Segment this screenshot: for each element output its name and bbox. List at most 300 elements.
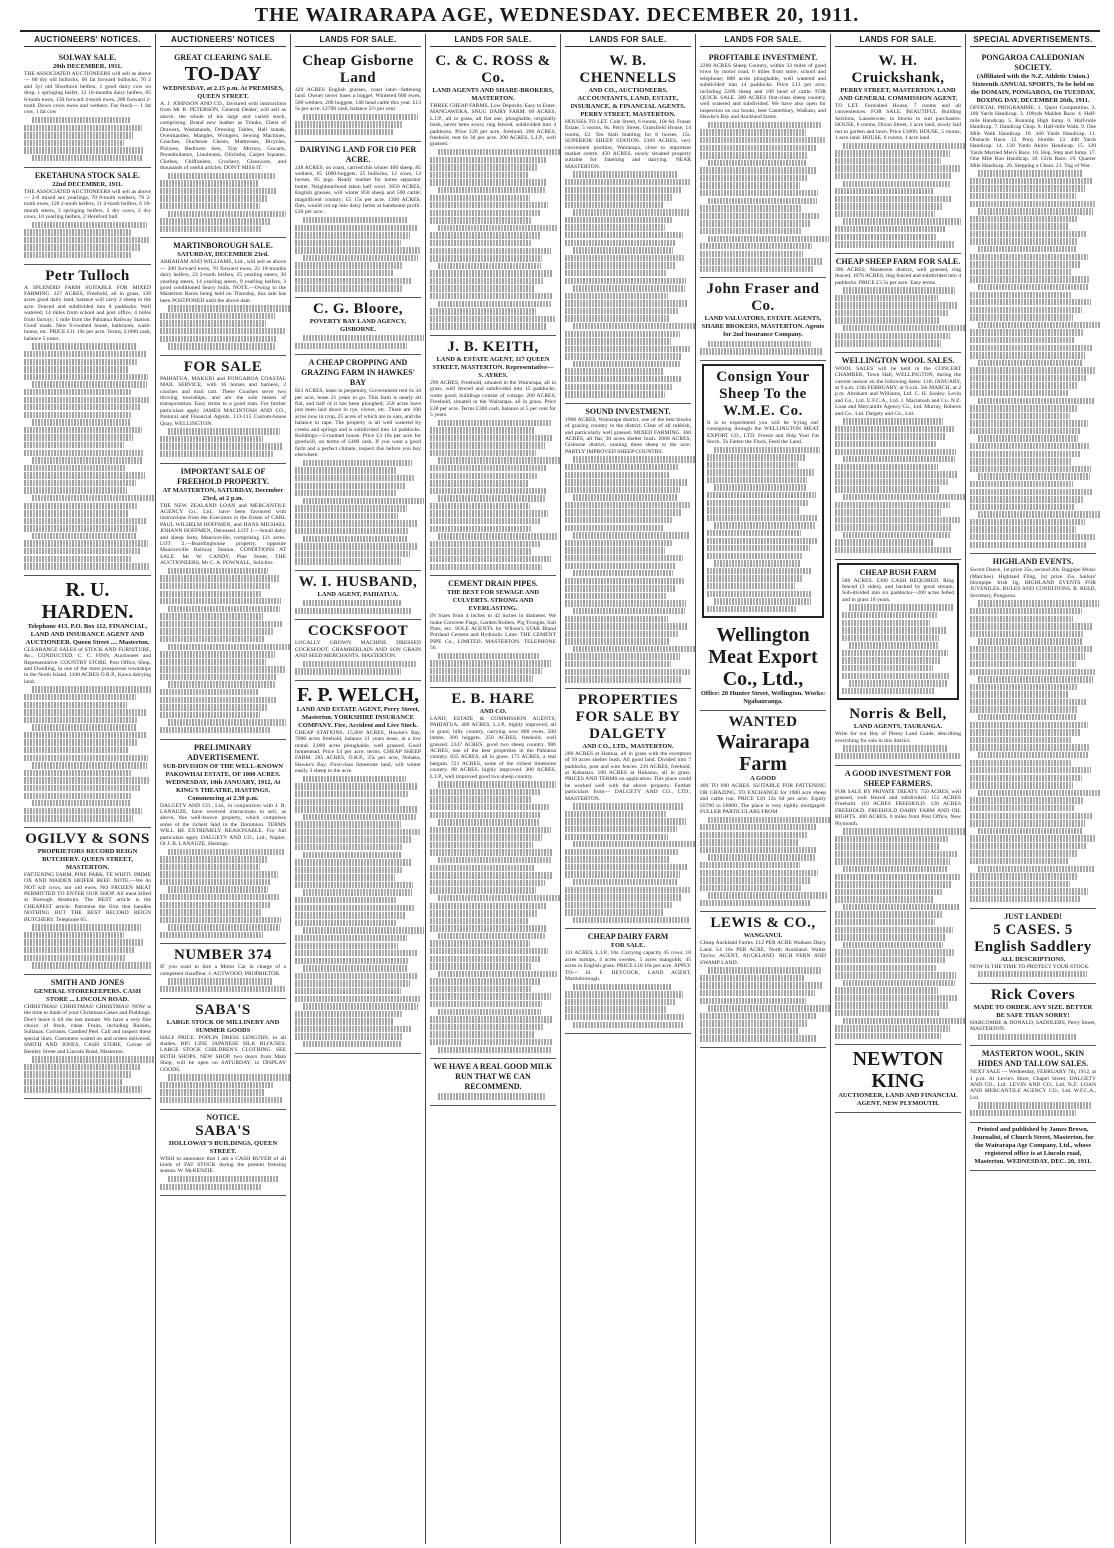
- advertisement: [430, 1059, 556, 1106]
- small-print-line: [24, 359, 138, 365]
- small-print-line: [160, 336, 276, 342]
- small-print-line: [970, 405, 1078, 411]
- small-print-line: [24, 487, 127, 493]
- small-print-line: [970, 1110, 1076, 1116]
- small-print-line: [303, 600, 401, 606]
- small-print-line: [565, 472, 670, 478]
- small-print-line: [835, 433, 946, 439]
- newspaper-column: [290, 34, 425, 1544]
- ad-subheading: LAND AGENT, PAHIATUA.: [317, 590, 399, 598]
- small-print-line: [430, 157, 546, 163]
- ad-subheading: SUB-DIVISION OF THE WELL-KNOWN PAKOWHAI ESTATE, OF 1000 ACRES. WEDNESDAY, 10th JANUARY, 1912, At KING'S THEATRE, HASTINGS, Commencing at 2.30 p.m.: [163, 762, 283, 802]
- small-print-line: [835, 843, 940, 849]
- small-print-line: [700, 266, 813, 272]
- small-print-line: [438, 187, 546, 193]
- small-print-line: [430, 887, 536, 893]
- small-print-line: [160, 651, 275, 657]
- small-print-line: [295, 988, 401, 994]
- small-print-line: [160, 203, 260, 209]
- ad-body-text: CLEARANCE SALES of STOCK AND FURNITURE, &c., CONDUCTED. C. C. FINN, Auctioneer and Representative. COUNTRY STORE, Post Office, Shop, and Dwelling, in one of the most prosperous townships in the North Island. 1100 ACRES O.R.P., Kawa dairying land.: [24, 646, 151, 685]
- small-print-line: [835, 957, 946, 963]
- small-print-line: [24, 404, 141, 410]
- ad-body-text: THE ASSOCIATED AUCTIONEERS will sell as above— 2-0 mixed sex yearlings, 70 8-tooth wethers, 70 2-tooth ewes, 120 2-tooth heifers, 11 2-tooth heifers, 6 18-month steers, 3 springing heifers, 2 dry cows, 2 dry cows, 10 yearling heifers, 2 Hereford bull: [24, 188, 151, 221]
- small-print-line: [978, 511, 1100, 517]
- ad-body-text: 2200 ACRES Sheep Country, within 33 miles of good town by motor road, 6 miles from store, school and telephone; 800 acres ploughable, well watered and subdivided into 14 paddocks. Price £13 per acre, including 2200 sheep and 100 head of cattle. FOR QUICK SALE. 300 ACRES first-class sheep country, well watered and subdivided. We have also open for inspection on our books, best Canterbury, Waikato, and Hawke's Bay and Auckland farms.: [700, 63, 826, 121]
- ad-heading: WE HAVE A REAL GOOD MILK RUN THAT WE CAN RECOMMEND.: [433, 1062, 553, 1092]
- small-print-line: [295, 483, 406, 489]
- small-print-line: [430, 804, 550, 810]
- small-print-line: [32, 343, 136, 349]
- small-print-line: [168, 644, 290, 650]
- ad-heading: SMITH AND JONES: [50, 977, 125, 987]
- ad-body-text: It is to experiment you will be 'trying out' consigning through the WELLINGTON MEAT EXPORT CO., LTD. Freeze and Ship Your Fat Stock. To Fatten the Flock, Feed the Land.: [707, 419, 819, 445]
- small-print-line: [573, 247, 674, 253]
- small-print-line: [970, 519, 1085, 525]
- small-print-line: [835, 486, 940, 492]
- small-print-line: [565, 676, 681, 682]
- small-print-line: [842, 673, 950, 679]
- small-print-line: [978, 828, 1084, 834]
- small-print-line: [835, 333, 950, 339]
- small-print-line: [160, 328, 285, 334]
- small-print-line: [168, 719, 286, 725]
- small-print-line: [295, 278, 412, 284]
- small-print-line: [565, 194, 672, 200]
- small-print-line: [303, 814, 418, 820]
- small-print-line: [970, 178, 1093, 184]
- advertisement: [160, 944, 286, 998]
- small-print-line: [430, 948, 548, 954]
- advertisement: [160, 238, 286, 356]
- small-print-line: [970, 345, 1093, 351]
- small-print-line: [565, 578, 685, 584]
- small-print-line: [565, 278, 686, 284]
- small-print-line: [565, 547, 665, 553]
- small-print-line: [295, 505, 407, 511]
- small-print-line: [970, 820, 1085, 826]
- small-print-line: [565, 864, 688, 870]
- small-print-line: [565, 384, 673, 390]
- small-print-line: [295, 829, 420, 835]
- small-print-line: [970, 646, 1093, 652]
- small-print-line: [160, 894, 280, 900]
- ad-heading: JUST LANDED!: [1004, 911, 1062, 921]
- small-print-line: [24, 427, 142, 433]
- small-print-line: [970, 269, 1071, 275]
- ad-body-text: HALF PRICE. POPLIN DRESS LENGTHS, in all shades. BIG LINE JAPANESE SILK BLOUSES. LARGE STOCK CHILDREN'S CLOTHING. SEE BOTH SHOPS. NEW SHOP, two doors from Main Shop, will be open on SATURDAY, to DISPLAY GOODS.: [160, 1034, 286, 1073]
- small-print-line: [32, 762, 148, 768]
- small-print-line: [24, 351, 147, 357]
- small-print-line: [970, 261, 1080, 267]
- small-print-line: [295, 859, 412, 865]
- small-print-line: [24, 808, 142, 814]
- advertisement: [160, 464, 286, 740]
- small-print-line: [970, 458, 1072, 464]
- small-print-line: [843, 980, 955, 986]
- ad-subheading: ALL DESCRIPTIONS.: [1000, 955, 1066, 963]
- small-print-line: [708, 160, 806, 166]
- small-print-line: [430, 195, 530, 201]
- small-print-line: [700, 1035, 817, 1041]
- small-print-line: [24, 777, 150, 783]
- ad-display-title: TO-DAY: [184, 63, 262, 85]
- small-print-line: [708, 341, 811, 347]
- small-print-line: [849, 604, 953, 610]
- small-print-line: [849, 642, 939, 648]
- small-print-line: [160, 598, 281, 604]
- small-print-line: [842, 665, 933, 671]
- small-print-line: [843, 418, 944, 424]
- advertisement: [565, 50, 691, 404]
- small-print-line: [24, 147, 143, 153]
- small-print-line: [430, 1001, 542, 1007]
- small-print-line: [430, 248, 551, 254]
- small-print-line: [24, 694, 136, 700]
- small-print-line: [565, 270, 667, 276]
- ad-body-text: TO LET. Furnished House, 7 rooms and all conveniences. FOR SALE. BEAUTIFUL Building Sections, Lansdowne, in blocks to suit purchasers. HOUSE, 6 rooms, Dixon Street, 1 acre land, nicely laid out in garden and lawn. Price £1000. HOUSE, 5 rooms, 1 acre land. HOUSE, 6 rooms, 1 acre land.: [835, 103, 961, 142]
- small-print-line: [843, 218, 961, 224]
- small-print-line: [160, 879, 270, 885]
- ad-heading: EKETAHUNA STOCK SALE.: [34, 170, 141, 180]
- advertisement: [970, 909, 1096, 984]
- small-print-line: [430, 172, 528, 178]
- ad-subheading: THE BEST FOR SEWAGE AND CULVERTS. STRONG AND EVERLASTING.: [447, 589, 539, 613]
- small-print-line: [707, 462, 798, 468]
- small-print-line: [970, 390, 1068, 396]
- small-print-line: [565, 255, 685, 261]
- small-print-line: [970, 201, 1095, 207]
- ad-display-title: NEWTON KING: [852, 1048, 944, 1093]
- advertisement: [700, 50, 826, 278]
- small-print-line: [438, 301, 553, 307]
- small-print-line: [707, 454, 806, 460]
- small-print-line: [970, 775, 1082, 781]
- small-print-line: [430, 880, 545, 886]
- small-print-line: [160, 613, 263, 619]
- small-print-line: [700, 885, 801, 891]
- small-print-line: [700, 975, 805, 981]
- small-print-line: [970, 504, 1075, 510]
- ad-body-text: 200 ACRES at Hamua, all in grass with the exception of 10 acres shelter bush. All good land. Divided into 7 paddocks, post and wire fences. 230 ACRES, freehold, at Kahutara. 100 ACRES at Hukanui, all in grass. PRICES AND TERMS on application. This place could be worked well with the above property. Further particulars from— DALGETY AND CO., LTD., MASTERTON.: [565, 750, 691, 802]
- column-heading: LANDS FOR SALE.: [700, 34, 826, 47]
- small-print-line: [430, 442, 545, 448]
- small-print-line: [573, 456, 695, 462]
- small-print-line: [700, 990, 815, 996]
- ad-body-text: 580 ACRES. £300 CASH REQUIRED. Ring fenced (3 sides), and backed by good stream. Sub-divided into six paddocks—200 acres felled and in grass 18 years.: [842, 577, 954, 603]
- small-print-line: [430, 518, 540, 524]
- small-print-line: [565, 479, 688, 485]
- small-print-line: [32, 1056, 155, 1062]
- small-print-line: [24, 955, 126, 961]
- ad-body-text: 290 ACRES, Freehold, situated in the Wairarapa, all in grass, well fenced and subdivided into 15 paddocks; water good; buildings consist of cottage. 200 ACRES, Freehold, situated in the Wairarapa, all in grass. Price £38 per acre. Terms £300 cash, balance at 5 per cent for 5 years.: [430, 379, 556, 418]
- small-print-line: [835, 150, 950, 156]
- small-print-line: [565, 331, 680, 337]
- small-print-line: [573, 646, 695, 652]
- small-print-line: [843, 866, 949, 872]
- small-print-line: [565, 585, 676, 591]
- small-print-line: [24, 540, 148, 546]
- small-print-line: [849, 680, 949, 686]
- advertisement: [24, 50, 151, 168]
- small-print-line: [565, 308, 678, 314]
- ad-body-text: FOR SALE BY PRIVATE TREATY. 750 ACRES, well grassed, well fenced and subdivided. 151 ACRES Freehold. 110 ACRES FREEHOLD. 120 ACRES FREEHOLD. FREEHOLD DAIRY FARM AND OIL RIGHTS. 300 ACRES, 6 miles from Post Office, New Plymouth.: [835, 788, 961, 827]
- small-print-line: [573, 879, 679, 885]
- small-print-line: [835, 911, 943, 917]
- small-print-line: [714, 522, 816, 528]
- small-print-line: [708, 236, 829, 242]
- small-print-line: [573, 494, 679, 500]
- small-print-line: [430, 963, 531, 969]
- ad-subheading: LAND AGENTS, TAURANGA.: [853, 723, 943, 731]
- small-print-line: [978, 246, 1078, 252]
- small-print-line: [707, 583, 795, 589]
- small-print-line: [978, 752, 1089, 758]
- small-print-line: [835, 464, 938, 470]
- small-print-line: [700, 824, 816, 830]
- small-print-line: [303, 776, 406, 782]
- ad-body-text: IF you want to hire a Motor Car in charge of a competent chauffeur. J. AUTWOOD, PROPRIETOR.: [160, 964, 286, 977]
- small-print-line: [24, 389, 131, 395]
- small-print-line: [295, 1011, 402, 1017]
- small-print-line: [24, 793, 132, 799]
- ad-body-text: 821 ACRES, lease in perpetuity, Government rent 6s 3d per acre, lease 21 years to go. This farm is nearly all flat, and half of it has been ploughed; 250 acres have just been laid down in rye, clover, etc. There are 100 acres now in crop, 25 acres of which are in oats, and the balance in rape. The property is all well watered by creeks and springs and is subdivided into 14 paddocks. Buildings—5-roomed house. Price £3 10s per acre for goodwill, on terms of £400 cash. If you want a good farm and a perfect climate, inspect this before you buy elsewhere.: [295, 388, 421, 459]
- ad-body-text: Cheap Auckland Farms. £12 PER ACRE Waikato Dairy Land. £4 10s PER ACRE, North Auckland. Walter Taylor, AGENT, AUCKLAND. RICH FERN AND SWAMP LAND.: [700, 940, 826, 966]
- column-heading: SPECIAL ADVERTISEMENTS.: [970, 34, 1096, 47]
- small-print-line: [430, 435, 553, 441]
- small-print-line: [295, 240, 401, 246]
- ad-subheading: WANGANUI.: [743, 932, 783, 940]
- small-print-line: [565, 464, 678, 470]
- small-print-line: [835, 919, 935, 925]
- small-print-line: [32, 924, 141, 930]
- small-print-line: [430, 316, 555, 322]
- ad-subheading: SATURDAY, DECEMBER 23rd.: [177, 251, 269, 259]
- small-print-line: [970, 542, 1086, 548]
- small-print-line: [430, 541, 541, 547]
- small-print-line: [970, 231, 1087, 237]
- ad-heading: PONGAROA CALEDONIAN SOCIETY.: [981, 53, 1085, 72]
- ad-body-text: DALGETY AND CO., Ltd., in conjunction with J. R. LANAUZE, have received instructions to sell, as above, this well-known property, which comprises some of the richest land in the Dominion. TERMS WILL BE EXTREMELY REASONABLE. For full particulars apply DALGETY AND CO., Ltd., Napier. Or J. R. LANAUZE, Hastings.: [160, 802, 286, 847]
- small-print-line: [430, 293, 553, 299]
- ad-heading: CHEAP DAIRY FARM: [587, 932, 669, 942]
- small-print-line: [700, 145, 816, 151]
- small-print-line: [24, 770, 131, 776]
- advertisement: [700, 621, 826, 711]
- small-print-line: [978, 971, 1088, 977]
- small-print-line: [430, 918, 528, 924]
- small-print-line: [573, 984, 673, 990]
- small-print-line: [565, 487, 680, 493]
- small-print-line: [835, 949, 955, 955]
- ad-body-text: OFFICIAL PROGRAMME. 1. Quoit Competition. 2. 100 Yards Handicap. 3. 100yds Maiden Race. 4. Half-mile Handicap. 5. Running High Jump. 6. Half-mile Handicap. 7. Handicap Chop. 8. Half-mile Walk. 9. One Mile Walk Handicap. 10. 440 Yards Handicap. 11. Obstacle Race. 12. Pony Hurdle. 13. 440 Yards Handicap. 14. 120 Yards Akitio Handicap. 15. 120 Yards Married Men's Race. 16. Hop, Step and Jump. 17. One Mile Run Handicap. 18. Girls Race. 19. Quarter Mile Handicap. 20. Stepping a Chain. 21. Tug of War.: [970, 105, 1096, 169]
- ad-heading: SOUND INVESTMENT.: [585, 406, 671, 416]
- advertisement: [160, 1110, 286, 1197]
- small-print-line: [24, 755, 148, 761]
- advertisement: [970, 1123, 1096, 1171]
- advertisement: [430, 688, 556, 1059]
- small-print-line: [430, 548, 532, 554]
- ad-subheading: PERRY STREET, MASTERTON. LAND AND GENERAL COMMISSION AGENT.: [838, 87, 958, 102]
- ad-heading: MASTERTON WOOL, SKIN HIDES AND TALLOW SALES.: [977, 1049, 1089, 1069]
- small-print-line: [565, 338, 671, 344]
- small-print-line: [565, 902, 672, 908]
- advertisement: [295, 142, 421, 298]
- small-print-line: [24, 525, 138, 531]
- small-print-line: [573, 323, 695, 329]
- small-print-line: [835, 188, 933, 194]
- small-print-line: [978, 284, 1089, 290]
- ad-title: J. B. KEITH,: [447, 338, 539, 355]
- small-print-line: [430, 526, 531, 532]
- small-print-line: [835, 196, 952, 202]
- ad-subheading: Office: 20 Hunter Street, Wellington. Works: Ngahauranga.: [700, 690, 826, 706]
- small-print-line: [565, 661, 671, 667]
- small-print-line: [978, 866, 1095, 872]
- ad-subheading: (Affiliated with the N.Z. Athletic Union.) Sixteenth ANNUAL SPORTS, To be held on the DOMAIN, PONGAROA, On TUESDAY, BOXING DAY, DECEMBER 26th, 1911.: [970, 73, 1096, 104]
- small-print-line: [24, 412, 132, 418]
- small-print-line: [303, 335, 424, 341]
- small-print-line: [295, 475, 415, 481]
- small-print-line: [295, 905, 415, 911]
- small-print-line: [24, 702, 127, 708]
- small-print-line: [970, 193, 1076, 199]
- small-print-line: [970, 223, 1068, 229]
- small-print-line: [430, 556, 551, 562]
- small-print-line: [970, 881, 1070, 887]
- advertisement: [295, 355, 421, 571]
- small-print-line: [24, 1079, 123, 1085]
- ad-body-text: LAND, ESTATE & COMMISSION AGENTS, PAHIATUA. 400 ACRES, L.I.P., highly improved, all in grass; hilly country, carrying now 800 ewes, 500 lambs, 300 hoggets. 250 ACRES, freehold, well grassed. 2347 ACRES, good two sheep country. 986 ACRES, one of the best properties in the Pahiatua country. 835 ACRES, all in grass. 175 ACRES, a real bargain. 721 ACRES, some of the richest limestone country. 88 ACRES, highly improved. 300 ACRES, L.I.P., well improved good two sheep country.: [430, 716, 556, 780]
- small-print-line: [160, 628, 273, 634]
- small-print-line: [565, 232, 683, 238]
- small-print-line: [565, 293, 668, 299]
- advertisement: [835, 254, 961, 353]
- ad-subheading: LAND AND ESTATE AGENT, Perry Street, Masterton. YORKSHIRE INSURANCE COMPANY. Fire, Accident and Live Stock.: [296, 705, 420, 729]
- small-print-line: [430, 812, 541, 818]
- small-print-line: [295, 1026, 412, 1032]
- ad-body-text: WOOL SALES will be held in the CONCERT CHAMBER, Town Hall, WELLINGTON, during the current season on the following dates: 11th JANUARY, at 9 a.m. 13th FEBRUARY, at 9 a.m. 5th MARCH, at 2 p.m. Abraham and Williams, Ltd. C. H. Sonley. Levin and Co., Ltd. U.F.C.A., Ltd. J. Macintosh and Co. N.Z. Loan and Mercantile Agency Co., Ltd. Murray, Roberts and Co., Ltd. Dalgety and Co., Ltd.: [835, 365, 961, 417]
- small-print-line: [430, 956, 540, 962]
- small-print-line: [565, 849, 678, 855]
- small-print-line: [700, 228, 802, 234]
- small-print-line: [835, 173, 951, 179]
- small-print-line: [835, 1002, 948, 1008]
- small-print-line: [160, 856, 268, 862]
- ad-title: Norris & Bell,: [849, 706, 947, 723]
- small-print-line: [438, 457, 560, 463]
- small-print-line: [707, 500, 808, 506]
- ad-title: NUMBER 374: [174, 947, 272, 964]
- small-print-line: [970, 623, 1092, 629]
- ad-body-text: ABRAHAM AND WILLIAMS, Ltd., will sell as above— 200 forward ewes, 70 forward ewes, 25 18-months dairy heifers, 23 2-tooth heifers, 25 yearling steers, 30 yearling steers, 14 yearling steers, 9 yearling heifers, 3 good conditioned heavy bulls. NOTE.—Owing to the Masterton Races being held on Thursday, this sale has been POSTPONED until the above date.: [160, 259, 286, 304]
- small-print-line: [970, 428, 1080, 434]
- small-print-line: [970, 382, 1077, 388]
- small-print-line: [160, 712, 260, 718]
- small-print-line: [707, 606, 797, 612]
- small-print-line: [24, 785, 141, 791]
- ad-title: John Fraser and Co.: [706, 281, 820, 315]
- small-print-line: [835, 479, 948, 485]
- ad-heading: CEMENT DRAIN PIPES.: [448, 579, 538, 589]
- ad-subheading: AND CO., LTD., MASTERTON.: [582, 742, 674, 750]
- small-print-line: [32, 117, 131, 123]
- advertisement: [565, 689, 691, 930]
- small-print-line: [573, 171, 679, 177]
- small-print-line: [565, 623, 687, 629]
- small-print-line: [438, 225, 558, 231]
- small-print-line: [842, 650, 948, 656]
- small-print-line: [700, 251, 803, 257]
- ad-title: WANTED: [728, 714, 798, 731]
- ad-subheading: 22nd DECEMBER, 1911.: [52, 180, 123, 188]
- ad-subheading: LARGE STOCK OF MILLINERY AND SUMMER GOODS: [166, 1018, 280, 1034]
- small-print-line: [430, 903, 546, 909]
- small-print-line: [978, 638, 1083, 644]
- ad-heading: A GOOD INVESTMENT FOR SHEEP FARMERS.: [844, 768, 952, 788]
- small-print-line: [295, 285, 403, 291]
- small-print-line: [565, 631, 678, 637]
- small-print-line: [430, 450, 536, 456]
- small-print-line: [295, 836, 411, 842]
- advertisement: [970, 1046, 1096, 1122]
- advertisement: [24, 828, 151, 975]
- small-print-line: [160, 443, 282, 449]
- small-print-line: [24, 947, 134, 953]
- small-print-line: [430, 993, 551, 999]
- ad-subheading: MADE TO ORDER. ANY SIZE. BETTER BE SAFE THAN SORRY!: [973, 1003, 1093, 1019]
- masthead-rule: [20, 30, 1100, 32]
- small-print-line: [843, 532, 950, 538]
- small-print-line: [430, 986, 532, 992]
- small-print-line: [970, 496, 1083, 502]
- small-print-line: [978, 473, 1090, 479]
- small-print-line: [430, 789, 540, 795]
- small-print-line: [700, 877, 810, 883]
- small-print-line: [573, 803, 684, 809]
- small-print-line: [700, 137, 825, 143]
- ad-body-text: Sword Dance, 1st prize 35s, second 20s. Bagpipe Music (Marches). Highland Fling, 1st prize 35s. Sailors' Hornpipe. Irish Jig. HIGHLAND EVENTS FOR JUVENILES. RULES AND CONDITIONS. R. REED, Secretary, Pongaroa.: [970, 567, 1096, 599]
- small-print-line: [295, 1033, 403, 1039]
- ad-body-text: THREE CHEAP FARMS. Low Deposits. Easy to Enter. MANGAWEKA. SNUG DAIRY FARM. 60 ACRES, L.I.P., all in grass, all flat one, ploughable, originally bush, never been sown; ring fenced, subdivided into 4 paddocks. Price £20 per acre, freehold. 200 ACRES, freehold, rent 6s 3d per acre. 200 ACRES, L.I.P., well grassed.: [430, 103, 556, 148]
- small-print-line: [700, 832, 807, 838]
- small-print-line: [295, 343, 407, 349]
- small-print-line: [970, 489, 1092, 495]
- small-print-line: [430, 465, 546, 471]
- small-print-line: [438, 1009, 541, 1015]
- ad-body-text: 248 ACRES, on coast, carried this winter 460 sheep, 85 wethers, 65 1000-hoggets, 25 bullocks, 12 cows, 12 horses, 85 pigs. Ready market for home separator butter. Neighbourhood taken half wool. 3050 ACRES, English grasses, will winter 850 sheep and 500 cattle; magnificent country; £5 15s per acre. 1300 ACRES, flats, would cut up into dairy farms at handsome profit. £20 per acre.: [295, 164, 421, 216]
- ad-title: W. I. HUSBAND,: [298, 573, 418, 590]
- small-print-line: [438, 781, 556, 787]
- small-print-line: [32, 155, 142, 161]
- small-print-line: [843, 325, 965, 331]
- small-print-line: [24, 229, 131, 235]
- small-print-line: [970, 443, 1090, 449]
- small-print-line: [835, 310, 948, 316]
- small-print-line: [835, 881, 951, 887]
- small-print-line: [160, 871, 278, 877]
- small-print-line: [24, 374, 148, 380]
- small-print-line: [295, 958, 408, 964]
- small-print-line: [168, 681, 275, 687]
- small-print-line: [565, 346, 690, 352]
- small-print-line: [430, 1039, 553, 1045]
- small-print-line: [714, 560, 801, 566]
- small-print-line: [438, 971, 558, 977]
- small-print-line: [24, 1071, 132, 1077]
- small-print-line: [430, 842, 533, 848]
- small-print-line: [430, 427, 535, 433]
- ad-display-title: F. P. WELCH,: [296, 683, 420, 706]
